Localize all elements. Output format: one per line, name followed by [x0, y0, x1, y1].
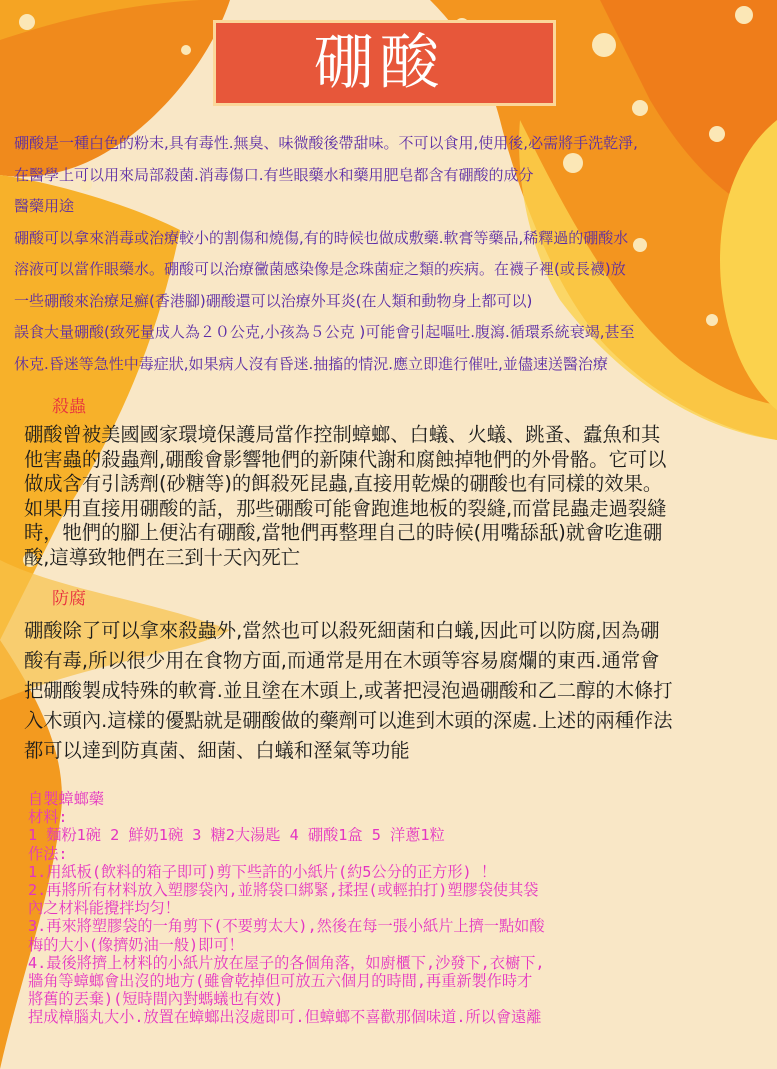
recipe-line: 內之材料能攪拌均匀！ [28, 899, 180, 918]
intro-line: 在醫學上可以用來局部殺菌.消毒傷口.有些眼藥水和藥用肥皂都含有硼酸的成分 [14, 165, 534, 184]
title-banner [213, 20, 556, 106]
preservative-heading: 防腐 [52, 589, 86, 609]
insecticide-heading: 殺蟲 [52, 397, 86, 417]
recipe-line: 梅的大小(像擠奶油一般)即可！ [28, 935, 244, 954]
intro-line: 硼酸是一種白色的粉末,具有毒性.無臭、味微酸後帶甜味。不可以食用,使用後,必需將手洗乾淨, [14, 134, 638, 152]
preservative-body [24, 616, 764, 766]
intro-section [14, 128, 774, 380]
insecticide-body [24, 423, 764, 570]
preservative-line: 入木頭內.這樣的優點就是硼酸做的藥劑可以進到木頭的深處.上述的兩種作法 [24, 709, 673, 732]
insecticide-line: 硼酸曾被美國國家環境保護局當作控制蟑螂、白蟻、火蟻、跳蚤、蠹魚和其 [24, 423, 661, 446]
preservative-line: 酸有毒,所以很少用在食物方面,而通常是用在木頭等容易腐爛的東西.通常會 [24, 649, 660, 672]
preservative-line: 把硼酸製成特殊的軟膏.並且塗在木頭上,或著把浸泡過硼酸和乙二醇的木條打 [24, 679, 673, 702]
recipe-line: 3.再來將塑膠袋的一角剪下(不要剪太大),然後在每一張小紙片上擠一點如酸 [28, 917, 545, 936]
recipe-line: 1 麵粉1碗 2 鮮奶1碗 3 糖2大湯匙 4 硼酸1盒 5 洋蔥1粒 [28, 826, 445, 845]
intro-line: 休克.昏迷等急性中毒症狀,如果病人沒有昏迷.抽搐的情況.應立即進行催吐,並儘速送醫治療 [14, 354, 608, 373]
recipe-line: 材料: [28, 808, 68, 827]
recipe-line: 1.用紙板(飲料的箱子即可)剪下些許的小紙片(約5公分的正方形) ！ [28, 862, 497, 881]
intro-line: 溶液可以當作眼藥水。硼酸可以治療黴菌感染像是念珠菌症之類的疾病。在襪子裡(或長襪)放 [14, 260, 626, 278]
intro-line: 硼酸可以拿來消毒或治療較小的割傷和燒傷,有的時候也做成敷藥.軟膏等藥品,稀釋過的硼酸水 [14, 228, 629, 247]
insecticide-line: 如果用直接用硼酸的話，那些硼酸可能會跑進地板的裂縫,而當昆蟲走過裂縫 [24, 496, 667, 520]
recipe-line: 自製蟑螂藥 [28, 790, 104, 808]
intro-line: 一些硼酸來治療足癬(香港腳)硼酸還可以治療外耳炎(在人類和動物身上都可以) [14, 291, 533, 310]
recipe-line: 2.再將所有材料放入塑膠袋內,並將袋口綁緊,揉捏(或輕拍打)塑膠袋使其袋 [28, 881, 539, 900]
intro-line: 醫藥用途 [14, 197, 75, 215]
recipe-line: 捏成樟腦丸大小.放置在蟑螂出沒處即可.但蟑螂不喜歡那個味道.所以會遠離 [28, 1008, 542, 1027]
insecticide-line: 酸,這導致牠們在三到十天內死亡 [24, 545, 301, 569]
recipe-section [28, 790, 768, 1027]
recipe-line: 牆角等蟑螂會出沒的地方(雖會乾掉但可放五六個月的時間,再重新製作時才 [28, 972, 533, 991]
preservative-line: 硼酸除了可以拿來殺蟲外,當然也可以殺死細菌和白蟻,因此可以防腐,因為硼 [24, 619, 660, 642]
recipe-line: 4.最後將擠上材料的小紙片放在屋子的各個角落，如廚櫃下,沙發下,衣櫥下, [28, 953, 545, 972]
intro-line: 誤食大量硼酸(致死量成人為２０公克,小孩為５公克 )可能會引起嘔吐.腹瀉.循環系統衰竭,甚至 [14, 323, 635, 341]
recipe-line: 作法: [28, 844, 68, 863]
insecticide-line: 時，牠們的腳上便沾有硼酸,當牠們再整理自己的時候(用嘴舔舐)就會吃進硼 [24, 521, 663, 544]
insecticide-line: 他害蟲的殺蟲劑,硼酸會影響牠們的新陳代謝和腐蝕掉牠們的外骨骼。它可以 [24, 447, 667, 471]
insecticide-line: 做成含有引誘劑(砂糖等)的餌殺死昆蟲,直接用乾燥的硼酸也有同樣的效果。 [24, 472, 663, 495]
recipe-line: 將舊的丟棄)(短時間內對螞蟻也有效) [28, 990, 284, 1009]
preservative-line: 都可以達到防真菌、細菌、白蟻和溼氣等功能 [24, 739, 410, 762]
page-title: 硼酸 [313, 28, 446, 98]
